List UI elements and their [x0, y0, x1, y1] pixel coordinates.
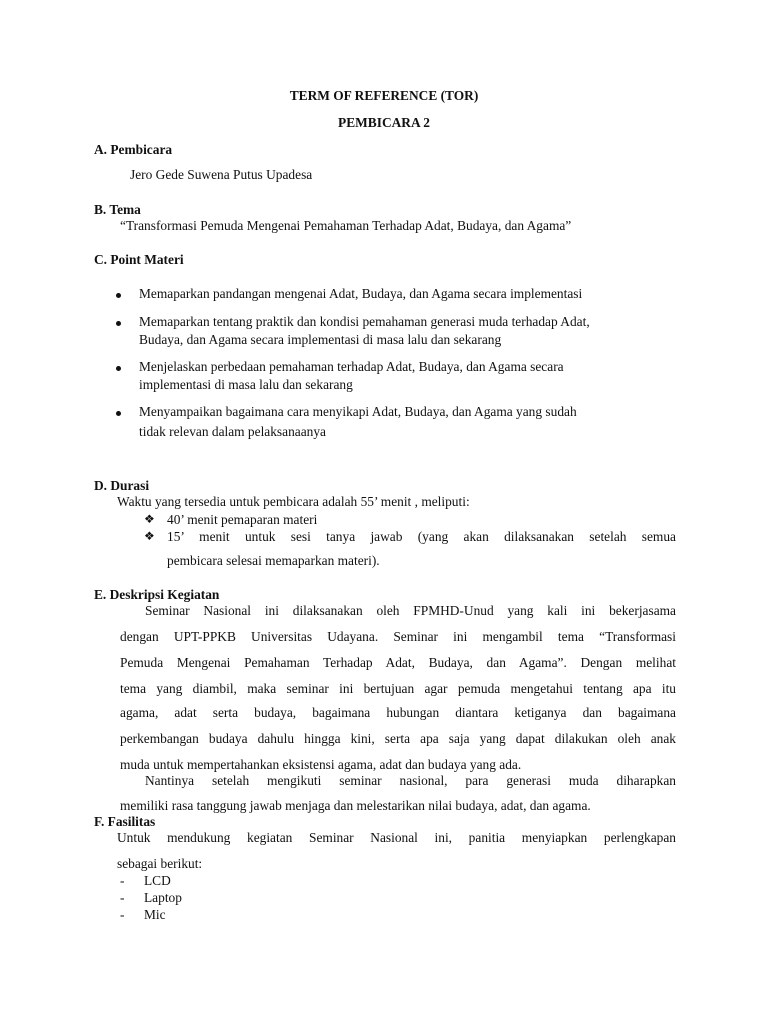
- facility-item-laptop: Laptop: [144, 890, 182, 905]
- facility-item-lcd: LCD: [144, 873, 171, 888]
- description-line-1: Seminar Nasional ini dilaksanakan oleh FPMHD-Unud yang kali ini bekerjasama: [145, 603, 676, 618]
- section-d-heading: D. Durasi: [94, 478, 150, 493]
- duration-item-2-line-2: pembicara selesai memaparkan materi).: [167, 553, 380, 568]
- section-b-heading: B. Tema: [94, 202, 141, 217]
- diamond-bullet-icon: ❖: [144, 529, 155, 543]
- duration-item-2-line-1: 15’ menit untuk sesi tanya jawab (yang akan dilaksanakan setelah semua: [167, 529, 676, 544]
- bullet-icon: [116, 411, 121, 416]
- section-f-heading: F. Fasilitas: [94, 814, 156, 829]
- facility-item-mic: Mic: [144, 907, 166, 922]
- point-item-2-line-1: Memaparkan tentang praktik dan kondisi pemahaman generasi muda terhadap Adat,: [139, 314, 590, 329]
- point-item-1-line-1: Memaparkan pandangan mengenai Adat, Budaya, dan Agama secara implementasi: [139, 286, 583, 301]
- document-subtitle: PEMBICARA 2: [338, 115, 430, 130]
- duration-intro: Waktu yang tersedia untuk pembicara adalah 55’ menit , meliputi:: [117, 494, 470, 509]
- speaker-name: Jero Gede Suwena Putus Upadesa: [130, 167, 313, 182]
- duration-item-1: 40’ menit pemaparan materi: [167, 512, 318, 527]
- dash-icon: -: [120, 907, 125, 922]
- point-item-3-line-2: implementasi di masa lalu dan sekarang: [139, 377, 353, 392]
- description-line-2: dengan UPT-PPKB Universitas Udayana. Seminar ini mengambil tema “Transformasi: [120, 629, 676, 644]
- section-a-heading: A. Pembicara: [94, 142, 173, 157]
- description-line-7: muda untuk mempertahankan eksistensi agama, adat dan budaya yang ada.: [120, 757, 522, 772]
- description-para2-line-2: memiliki rasa tanggung jawab menjaga dan melestarikan nilai budaya, adat, dan agama.: [120, 798, 591, 813]
- bullet-icon: [116, 321, 121, 326]
- point-item-4-line-2: tidak relevan dalam pelaksanaanya: [139, 424, 327, 439]
- point-item-2-line-2: Budaya, dan Agama secara implementasi di masa lalu dan sekarang: [139, 332, 502, 347]
- description-line-4: tema yang diambil, maka seminar ini bertujuan agar pemuda mengetahui tentang apa itu: [120, 681, 676, 696]
- theme-text: “Transformasi Pemuda Mengenai Pemahaman Terhadap Adat, Budaya, dan Agama”: [120, 218, 572, 233]
- section-c-heading: C. Point Materi: [94, 252, 184, 267]
- point-item-3-line-1: Menjelaskan perbedaan pemahaman terhadap Adat, Budaya, dan Agama secara: [139, 359, 564, 374]
- description-line-5: agama, adat serta budaya, bagaimana hubungan diantara ketiganya dan bagaimana: [120, 705, 676, 720]
- diamond-bullet-icon: ❖: [144, 512, 155, 526]
- description-para2-line-1: Nantinya setelah mengikuti seminar nasional, para generasi muda diharapkan: [145, 773, 676, 788]
- facility-intro-line-1: Untuk mendukung kegiatan Seminar Nasional ini, panitia menyiapkan perlengkapan: [117, 830, 676, 845]
- bullet-icon: [116, 293, 121, 298]
- dash-icon: -: [120, 873, 125, 888]
- dash-icon: -: [120, 890, 125, 905]
- bullet-icon: [116, 366, 121, 371]
- description-line-3: Pemuda Mengenai Pemahaman Terhadap Adat, Budaya, dan Agama”. Dengan melihat: [120, 655, 676, 670]
- facility-intro-line-2: sebagai berikut:: [117, 856, 203, 871]
- document-title: TERM OF REFERENCE (TOR): [289, 88, 479, 103]
- point-item-4-line-1: Menyampaikan bagaimana cara menyikapi Adat, Budaya, dan Agama yang sudah: [139, 404, 577, 419]
- description-line-6: perkembangan budaya dahulu hingga kini, serta apa saja yang dapat dilakukan oleh anak: [120, 731, 676, 746]
- section-e-heading: E. Deskripsi Kegiatan: [94, 587, 220, 602]
